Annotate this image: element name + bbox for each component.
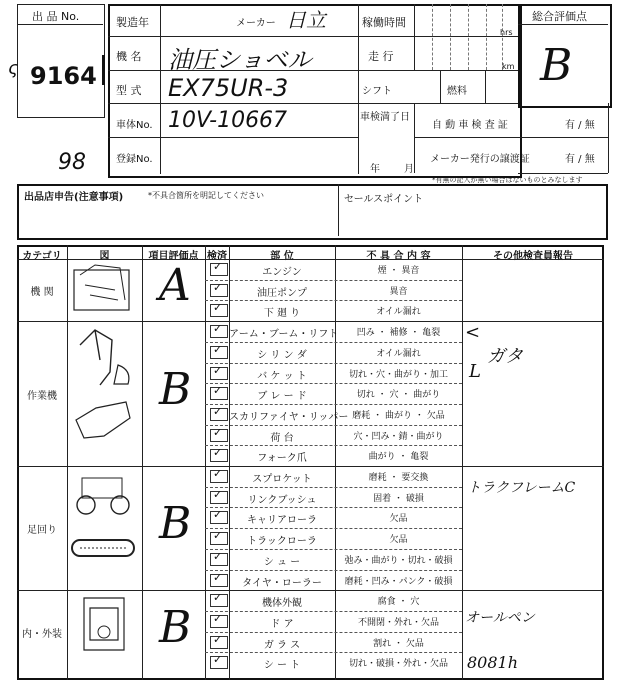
km-unit: km bbox=[502, 62, 515, 71]
part-name: リンクブッシュ bbox=[247, 494, 317, 506]
defect-content: 磨耗 ・ 要交換 bbox=[368, 473, 429, 483]
defect-content: 磨耗・凹み・パンク・破損 bbox=[344, 576, 453, 587]
check-mark-icon: ✓ bbox=[213, 280, 223, 294]
defect-content: 不開閉・外れ・欠品 bbox=[357, 617, 439, 628]
check-mark-icon: ✓ bbox=[213, 260, 223, 273]
lot-number: 9164 bbox=[30, 62, 97, 90]
inspection-year: 年 bbox=[370, 164, 380, 175]
overall-value: B bbox=[540, 40, 573, 91]
check-mark-icon: ✓ bbox=[213, 425, 223, 439]
defect-content: 切れ・破損・外れ・欠品 bbox=[348, 659, 448, 670]
maker-label: メーカー bbox=[236, 18, 276, 29]
note-hours: 8081h bbox=[467, 653, 519, 672]
defect-content: 欠品 bbox=[389, 535, 408, 546]
check-mark-icon: ✓ bbox=[213, 363, 223, 377]
part-name: トラックローラ bbox=[247, 536, 317, 548]
part-name: 荷 台 bbox=[270, 432, 294, 444]
part-name: キャリアローラ bbox=[247, 515, 317, 527]
travel-label: 走 行 bbox=[368, 50, 394, 63]
reg-label: 登録No. bbox=[116, 154, 153, 165]
defect-content: 凹み ・ 補修 ・ 亀裂 bbox=[356, 328, 441, 339]
check-mark-icon: ✓ bbox=[213, 508, 223, 522]
part-name: シ リ ン ダ bbox=[257, 349, 307, 361]
category-grade: B bbox=[159, 601, 192, 653]
blade-sketch bbox=[76, 402, 130, 438]
wheel-right-sketch bbox=[111, 496, 129, 514]
defect-content: 曲がり ・ 亀裂 bbox=[368, 452, 429, 463]
vehicle-check-yesno: 有 / 無 bbox=[565, 120, 595, 131]
part-name: ガ ラ ス bbox=[263, 639, 301, 651]
defect-content: 弛み・曲がり・切れ・破損 bbox=[344, 555, 453, 566]
inspection-month: 月 bbox=[404, 164, 414, 175]
defect-content: 欠品 bbox=[389, 514, 408, 525]
check-mark-icon: ✓ bbox=[213, 404, 223, 418]
serial-value: 10V-10667 bbox=[168, 108, 288, 133]
arm-sketch bbox=[80, 330, 112, 385]
table-header: 不 具 合 内 容 bbox=[366, 251, 431, 262]
part-name: シ ュ ー bbox=[263, 556, 301, 568]
seller-label: 出品店申告(注意事項) bbox=[24, 192, 124, 203]
check-mark-icon: ✓ bbox=[213, 446, 223, 460]
part-name: ブ レ ー ド bbox=[257, 391, 307, 403]
sales-label: セールスポイント bbox=[344, 194, 424, 205]
defect-content: 割れ ・ 欠品 bbox=[373, 638, 424, 649]
lot-label: 出 品 No. bbox=[32, 10, 80, 23]
category-grade: B bbox=[159, 363, 192, 415]
wheel-vehicle-body-sketch bbox=[82, 478, 122, 498]
check-mark-icon: ✓ bbox=[213, 487, 223, 501]
transfer-label: メーカー発行の譲渡証 bbox=[430, 154, 530, 165]
note-track: トラクフレームC bbox=[467, 480, 576, 496]
table-header: 検済 bbox=[207, 251, 227, 262]
defect-content: 固着 ・ 破損 bbox=[373, 493, 424, 504]
part-name: 機体外観 bbox=[262, 598, 302, 610]
category-grade: A bbox=[159, 260, 191, 312]
bucket-sketch bbox=[114, 365, 129, 384]
vehicle-check-label: 自 動 車 検 査 証 bbox=[432, 120, 508, 131]
defect-content: オイル漏れ bbox=[376, 307, 421, 318]
check-mark-icon: ✓ bbox=[213, 467, 223, 480]
check-mark-icon: ✓ bbox=[213, 611, 223, 625]
table-header: 項目評価点 bbox=[148, 251, 199, 262]
transfer-yesno: 有 / 無 bbox=[565, 154, 595, 165]
check-mark-icon: ✓ bbox=[213, 384, 223, 398]
category-name: 足回り bbox=[27, 525, 57, 537]
footnote: *有無の記入が無い場合はないものとみなします bbox=[432, 176, 583, 184]
check-mark-icon: ✓ bbox=[213, 549, 223, 563]
inspection-label: 車検満了日 bbox=[360, 112, 410, 123]
part-name: 油圧ポンプ bbox=[257, 287, 307, 299]
hours-unit: hrs bbox=[500, 28, 513, 37]
table-header: 図 bbox=[99, 251, 110, 262]
note-bucket-mark: L bbox=[469, 361, 481, 382]
defect-content: 磨耗 ・ 曲がり ・ 欠品 bbox=[352, 410, 445, 421]
category-grade: B bbox=[159, 498, 192, 550]
defect-content: 腐食 ・ 穴 bbox=[377, 597, 420, 608]
defect-content: 穴・凹み・錆・曲がり bbox=[353, 431, 444, 442]
check-mark-icon: ✓ bbox=[213, 570, 223, 584]
part-name: タイヤ・ローラー bbox=[242, 577, 322, 589]
shift-label: シフト bbox=[362, 86, 392, 97]
defect-content: 切れ・穴・曲がり・加工 bbox=[348, 369, 448, 380]
seat-sketch bbox=[98, 626, 110, 638]
table-header: 部 位 bbox=[270, 251, 294, 262]
model-value: 油圧ショベル bbox=[168, 46, 312, 74]
check-mark-icon: ✓ bbox=[213, 653, 223, 667]
note-bucket-play: ガタ bbox=[487, 346, 523, 367]
hours-label: 稼働時間 bbox=[362, 16, 406, 29]
part-name: シ ー ト bbox=[263, 660, 301, 672]
part-name: ド ア bbox=[270, 618, 294, 630]
check-mark-icon: ✓ bbox=[213, 342, 223, 356]
category-name: 作業機 bbox=[27, 390, 57, 402]
part-name: スプロケット bbox=[252, 474, 312, 485]
defect-content: オイル漏れ bbox=[376, 348, 421, 359]
lot-prefix-mark: ς bbox=[8, 58, 19, 79]
type-label: 型 式 bbox=[116, 84, 142, 97]
cab-sketch bbox=[84, 598, 124, 650]
model-label: 機 名 bbox=[116, 50, 142, 63]
check-mark-icon: ✓ bbox=[213, 301, 223, 315]
serial-label: 車体No. bbox=[116, 120, 153, 131]
wheel-left-sketch bbox=[77, 496, 95, 514]
check-mark-icon: ✓ bbox=[213, 591, 223, 605]
seller-note: *不具合箇所を明記してください bbox=[148, 191, 264, 200]
defect-content: 切れ ・ 穴 ・ 曲がり bbox=[356, 390, 441, 401]
year-label: 製造年 bbox=[116, 16, 149, 29]
check-mark-icon: ✓ bbox=[213, 529, 223, 543]
type-value: EX75UR-3 bbox=[168, 74, 289, 102]
scribble: 98 bbox=[58, 150, 86, 175]
maker-value: 日立 bbox=[286, 8, 326, 32]
note-arm: < bbox=[465, 322, 481, 343]
defect-content: 異音 bbox=[389, 286, 408, 297]
check-mark-icon: ✓ bbox=[213, 632, 223, 646]
part-name: エンジン bbox=[262, 267, 302, 278]
part-name: フォーク爪 bbox=[257, 453, 307, 465]
fuel-label: 燃料 bbox=[447, 86, 467, 97]
part-name: アーム・ブーム・リフト bbox=[229, 329, 339, 341]
check-mark-icon: ✓ bbox=[213, 322, 223, 336]
part-name: 下 廻 り bbox=[263, 308, 301, 320]
part-name: スカリファイヤ・リッパー bbox=[229, 411, 349, 423]
table-header: その他検査員報告 bbox=[493, 251, 573, 262]
part-name: バ ケ ッ ト bbox=[257, 370, 307, 382]
note-door: オールペン bbox=[465, 610, 535, 626]
category-name: 機 関 bbox=[30, 287, 54, 299]
defect-content: 煙 ・ 異音 bbox=[377, 266, 420, 276]
overall-label: 総合評価点 bbox=[532, 10, 587, 23]
table-header: カテゴリ bbox=[22, 251, 62, 262]
category-name: 内・外装 bbox=[22, 628, 62, 640]
